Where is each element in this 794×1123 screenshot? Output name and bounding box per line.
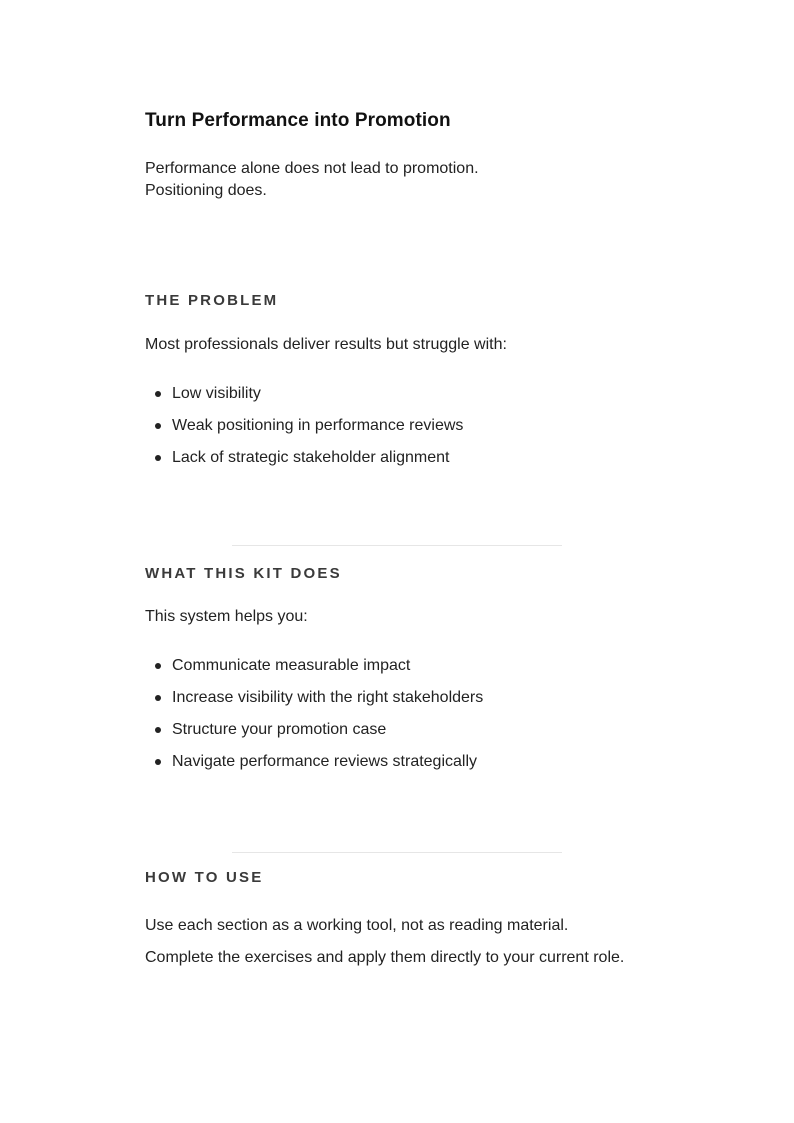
section-divider [232, 852, 562, 853]
bullet-icon [155, 695, 161, 701]
kit-list [145, 655, 483, 783]
list-item: Low visibility [145, 383, 463, 415]
bullet-icon [155, 727, 161, 733]
section-heading-howto: HOW TO USE [145, 869, 264, 886]
list-item: Lack of strategic stakeholder alignment [145, 447, 463, 479]
list-item: Communicate measurable impact [145, 655, 483, 687]
bullet-icon [155, 455, 161, 461]
list-item: Increase visibility with the right stakeholders [145, 687, 483, 719]
list-item: Weak positioning in performance reviews [145, 415, 463, 447]
list-item: Navigate performance reviews strategically [145, 751, 483, 783]
intro-paragraph [145, 158, 479, 202]
problem-list [145, 383, 463, 479]
bullet-icon [155, 391, 161, 397]
howto-line: Use each section as a working tool, not as reading material. [145, 917, 569, 934]
intro-line: Positioning does. [145, 182, 267, 199]
bullet-icon [155, 663, 161, 669]
howto-line: Complete the exercises and apply them directly to your current role. [145, 949, 625, 966]
page-title: Turn Performance into Promotion [145, 110, 451, 131]
intro-line: Performance alone does not lead to promotion. [145, 160, 479, 177]
bullet-icon [155, 759, 161, 765]
section-divider [232, 545, 562, 546]
list-item: Structure your promotion case [145, 719, 483, 751]
section-heading-kit: WHAT THIS KIT DOES [145, 565, 342, 582]
bullet-icon [155, 423, 161, 429]
kit-lead: This system helps you: [145, 608, 308, 625]
problem-lead: Most professionals deliver results but struggle with: [145, 336, 507, 353]
section-heading-problem: THE PROBLEM [145, 292, 279, 309]
